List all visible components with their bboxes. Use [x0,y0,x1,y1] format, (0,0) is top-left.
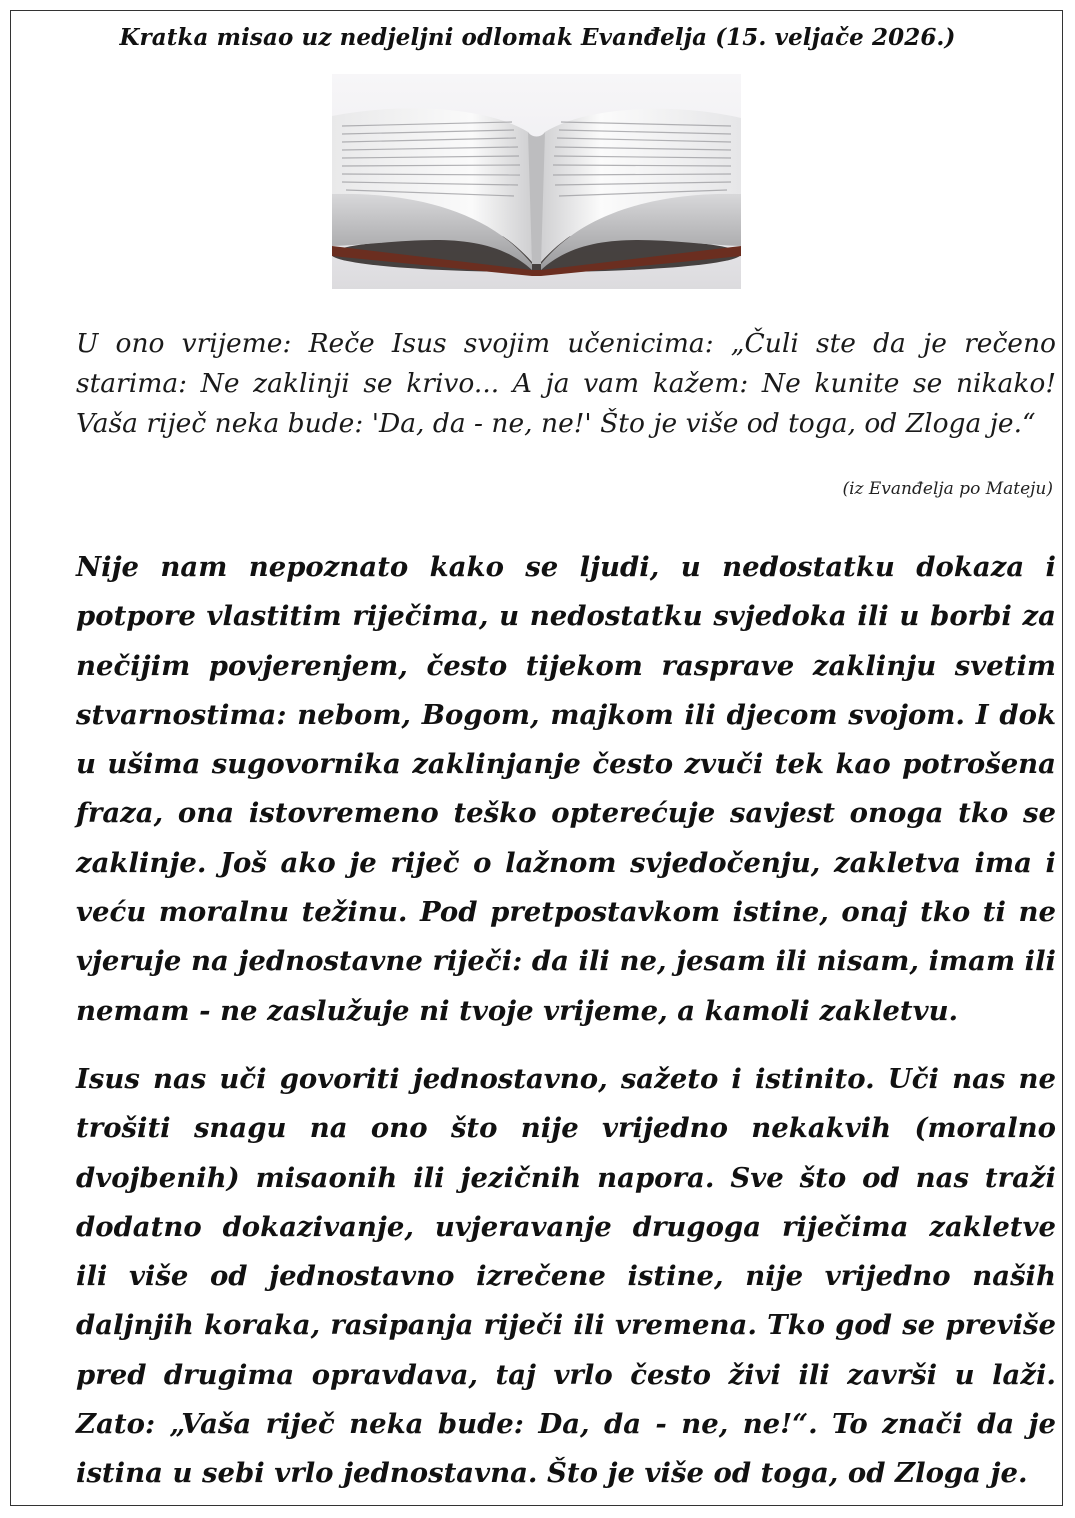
paragraph-line: Zato: „Vaša riječ neka bude: Da, da - ne, ne!“. To znači da je [76,1408,1056,1441]
reflection-paragraph-1 [76,543,1056,1036]
gospel-quote-line: Vaša riječ neka bude: 'Da, da - ne, ne!' Što je više od toga, od Zloga je.“ [76,408,1036,439]
paragraph-line: nemam - ne zaslužuje ni tvoje vrijeme, a kamoli zakletvu. [76,994,959,1027]
paragraph-line: dodatno dokazivanje, uvjeravanje drugoga riječima zakletve [76,1210,1056,1243]
paragraph-line: Isus nas uči govoriti jednostavno, sažeto i istinito. Uči nas ne [76,1063,1056,1095]
paragraph-line: Nije nam nepoznato kako se ljudi, u nedostatku dokaza i [76,551,1056,583]
paragraph-line: veću moralnu težinu. Pod pretpostavkom istine, onaj tko ti ne [76,896,1056,929]
paragraph-line: pred drugima opravdava, taj vrlo često živi ili završi u laži. [76,1358,1056,1391]
paragraph-line: vjeruje na jednostavne riječi: da ili ne, jesam ili nisam, imam ili [76,945,1056,978]
paragraph-line: zaklinje. Još ako je riječ o lažnom svjedočenju, zakletva ima i [76,846,1056,879]
paragraph-line: nečijim povjerenjem, često tijekom rasprave zaklinju svetim [76,649,1056,682]
reflection-paragraph-2 [76,1055,1056,1499]
paragraph-line: trošiti snagu na ono što nije vrijedno nekakvih (moralno [76,1112,1056,1145]
paragraph-line: potpore vlastitim riječima, u nedostatku svjedoka ili u borbi za [76,600,1056,633]
open-book-image [332,74,741,289]
paragraph-line: ili više od jednostavno izrečene istine, nije vrijedno naših [76,1260,1056,1293]
paragraph-line: stvarnostima: nebom, Bogom, majkom ili djecom svojom. I dok [76,698,1056,731]
gospel-quote-line: starima: Ne zaklinji se krivo... A ja vam kažem: Ne kunite se nikako! [76,368,1056,399]
paragraph-line: u ušima sugovornika zaklinjanje često zvuči tek kao potrošena [76,748,1056,781]
paragraph-line: dvojbenih) misaonih ili jezičnih napora. Sve što od nas traži [76,1161,1056,1194]
page-title: Kratka misao uz nedjeljni odlomak Evanđelja (15. veljače 2026.) [119,24,956,51]
paragraph-line: istina u sebi vrlo jednostavna. Što je više od toga, od Zloga je. [76,1457,1028,1490]
gospel-quote [76,324,1056,444]
gospel-quote-line: U ono vrijeme: Reče Isus svojim učenicima: „Čuli ste da je rečeno [76,328,1056,359]
gospel-source: (iz Evanđelja po Mateju) [842,479,1053,499]
paragraph-line: fraza, ona istovremeno teško opterećuje savjest onoga tko se [76,797,1056,830]
paragraph-line: daljnjih koraka, rasipanja riječi ili vremena. Tko god se previše [76,1309,1056,1342]
